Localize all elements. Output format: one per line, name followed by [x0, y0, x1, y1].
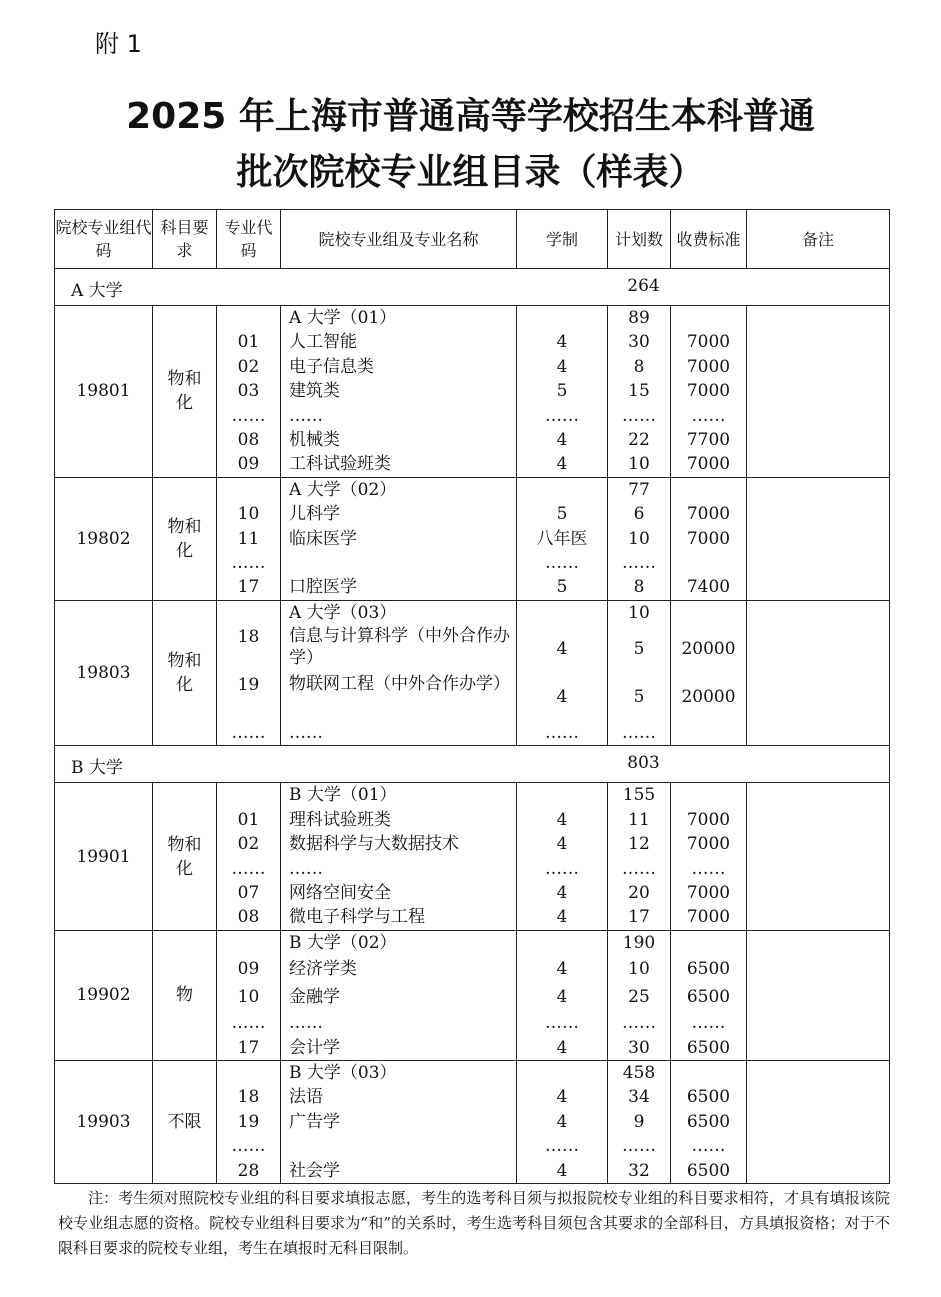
major-name: 微电子科学与工程: [289, 907, 425, 928]
major-code: 08: [237, 907, 260, 928]
study-years: 4: [556, 883, 568, 904]
plan-count: 6: [633, 504, 645, 525]
major-code-column: [217, 783, 281, 930]
header-name: 院校专业组及专业名称: [281, 210, 517, 269]
study-years: ……: [545, 1013, 579, 1034]
plan-count-column: [608, 600, 671, 746]
major-code-column: [217, 600, 281, 746]
university-name: A 大学: [71, 281, 123, 301]
tuition-fee: 7000: [686, 528, 731, 549]
major-code: 11: [237, 528, 260, 549]
study-years: 4: [556, 959, 568, 980]
tuition-fee: 7000: [686, 454, 731, 475]
study-years: 4: [556, 809, 568, 830]
tuition-fee-column: [671, 930, 747, 1060]
tuition-fee: 6500: [686, 959, 731, 980]
major-name: 口腔医学: [289, 577, 357, 598]
plan-count: 155: [622, 785, 656, 806]
tuition-fee: [671, 551, 746, 575]
plan-count: 22: [628, 429, 650, 450]
group-row: [55, 600, 890, 746]
group-code: 19902: [55, 930, 153, 1060]
subject-requirement: [153, 783, 217, 930]
major-code: [217, 478, 280, 502]
tuition-fee: 7000: [686, 907, 731, 928]
group-code: 19801: [55, 306, 153, 478]
major-name: [281, 551, 516, 575]
major-code: 09: [237, 454, 260, 475]
study-years: 4: [556, 834, 568, 855]
tuition-fee: ……: [691, 405, 726, 426]
page-title-line2: 批次院校专业组目录（样表）: [236, 152, 705, 193]
major-name: ……: [289, 1013, 323, 1034]
major-code-column: [217, 930, 281, 1060]
plan-count: 20: [628, 883, 650, 904]
group-row: [55, 783, 890, 930]
university-name: B 大学: [71, 758, 123, 779]
plan-count: ……: [622, 405, 656, 426]
study-years: ……: [545, 405, 579, 426]
plan-count: 32: [628, 1160, 650, 1181]
tuition-fee: 7000: [686, 504, 731, 525]
major-name: 儿科学: [289, 504, 340, 525]
study-years: 4: [556, 356, 568, 377]
major-code: ……: [231, 858, 266, 879]
group-row: [55, 306, 890, 478]
tuition-fee: 6500: [686, 1037, 731, 1058]
tuition-fee: [671, 931, 746, 955]
major-name: 人工智能: [289, 332, 357, 353]
major-code: 19: [237, 675, 260, 696]
study-years: [517, 783, 607, 807]
study-years: 4: [556, 1111, 568, 1132]
study-years-column: [517, 306, 608, 478]
study-years-column: [517, 477, 608, 600]
tuition-fee: 7000: [686, 356, 731, 377]
plan-count: 30: [628, 332, 650, 353]
plan-count: 5: [633, 687, 645, 708]
plan-count: ……: [622, 1136, 656, 1157]
major-name-column: [281, 930, 517, 1060]
major-name: A 大学（02）: [289, 479, 397, 500]
major-code: [217, 1061, 280, 1085]
group-code: 19903: [55, 1060, 153, 1183]
study-years: 5: [556, 504, 568, 525]
major-name: 物联网工程（中外合作办学）: [289, 674, 510, 695]
subject-requirement: [153, 477, 217, 600]
header-years: 学制: [517, 210, 608, 269]
group-row: [55, 1060, 890, 1183]
major-name-column: [281, 306, 517, 478]
major-code: 03: [237, 381, 260, 402]
remark-cell: [747, 477, 890, 600]
major-name: B 大学（03）: [289, 1062, 397, 1083]
major-code: 18: [237, 1087, 260, 1108]
university-total-plan: 264: [627, 276, 660, 296]
plan-count: 77: [628, 479, 650, 500]
study-years-column: [517, 1060, 608, 1183]
tuition-fee: 20000: [681, 639, 736, 660]
subject-requirement: [153, 1060, 217, 1183]
remark-cell: [747, 783, 890, 930]
remark-cell: [747, 1060, 890, 1183]
tuition-fee-column: [671, 600, 747, 746]
plan-count: ……: [622, 723, 656, 744]
tuition-fee: 7000: [686, 332, 731, 353]
university-row: [55, 269, 890, 306]
major-code: 01: [237, 809, 260, 830]
major-name: 电子信息类: [289, 356, 374, 377]
plan-count: ……: [622, 552, 656, 573]
plan-count: 9: [633, 1111, 645, 1132]
group-code: 19802: [55, 477, 153, 600]
plan-count: 11: [628, 809, 650, 830]
major-name: 广告学: [289, 1111, 340, 1132]
study-years: [517, 478, 607, 502]
major-name: 机械类: [289, 429, 340, 450]
major-name-column: [281, 600, 517, 746]
plan-count: 5: [633, 639, 645, 660]
tuition-fee: 6500: [686, 1160, 731, 1181]
major-code: 02: [237, 356, 260, 377]
tuition-fee: 7000: [686, 381, 731, 402]
major-code-column: [217, 306, 281, 478]
header-plan: 计划数: [608, 210, 671, 269]
header-remark: 备注: [747, 210, 890, 269]
study-years: [517, 601, 607, 625]
subject-requirement: [153, 306, 217, 478]
plan-count: 25: [628, 987, 650, 1008]
major-code: 10: [237, 504, 260, 525]
plan-count: 10: [628, 602, 650, 623]
major-name: A 大学（03）: [289, 602, 397, 623]
tuition-fee: [671, 601, 746, 625]
plan-count: 8: [633, 356, 645, 377]
group-row: [55, 930, 890, 1060]
plan-count: 10: [628, 454, 650, 475]
tuition-fee: 7400: [686, 577, 731, 598]
major-name: 法语: [289, 1087, 323, 1108]
remark-cell: [747, 306, 890, 478]
tuition-fee: 6500: [686, 1087, 731, 1108]
study-years: 4: [556, 987, 568, 1008]
plan-count: 8: [633, 577, 645, 598]
major-code: ……: [231, 723, 266, 744]
subject-text: 物: [176, 985, 193, 1006]
major-name: B 大学（02）: [289, 932, 397, 953]
plan-count-column: [608, 477, 671, 600]
plan-count: ……: [622, 858, 656, 879]
major-name-column: [281, 1060, 517, 1183]
major-code: 07: [237, 883, 260, 904]
appendix-label: 附 1: [95, 30, 142, 58]
major-code: 17: [237, 1037, 260, 1058]
major-code: [217, 783, 280, 807]
catalog-table: [54, 209, 890, 1184]
remark-cell: [747, 600, 890, 746]
major-name: ……: [289, 405, 323, 426]
major-code: [217, 931, 280, 955]
study-years: 4: [556, 687, 568, 708]
group-row: [55, 477, 890, 600]
footnote: 注：考生须对照院校专业组的科目要求填报志愿，考生的选考科目须与拟报院校专业组的科目要求相符，才具有填报该院校专业组志愿的资格。院校专业组科目要求为“和”的关系时，考生选考科目须包含其要求的全部科目，方具填报资格；对于不限科目要求的院校专业组，考生在填报时无科目限制。: [58, 1189, 890, 1257]
major-name: A 大学（01）: [289, 308, 397, 328]
plan-count: 190: [622, 932, 656, 953]
study-years: 5: [556, 381, 568, 402]
plan-count: 17: [628, 907, 650, 928]
major-code: 18: [237, 627, 260, 648]
major-code: 01: [237, 332, 260, 353]
tuition-fee: 6500: [686, 987, 731, 1008]
study-years: [517, 306, 607, 330]
major-code: ……: [231, 405, 266, 426]
tuition-fee: [671, 783, 746, 807]
tuition-fee-column: [671, 783, 747, 930]
study-years: 4: [556, 454, 568, 475]
tuition-fee: 7000: [686, 809, 731, 830]
subject-text: 不限: [167, 1111, 202, 1132]
tuition-fee: [671, 306, 746, 330]
major-code: 02: [237, 834, 260, 855]
header-subject: 科目要求: [153, 210, 217, 269]
major-code-column: [217, 477, 281, 600]
study-years: 4: [556, 639, 568, 660]
subject-text: 物和化: [167, 651, 202, 696]
study-years: ……: [545, 723, 579, 744]
header-fee: 收费标准: [671, 210, 747, 269]
major-name: 金融学: [289, 987, 340, 1008]
plan-count: 89: [628, 308, 650, 328]
study-years-column: [517, 930, 608, 1060]
major-code: 28: [237, 1160, 260, 1181]
header-row: [55, 210, 890, 269]
major-name-column: [281, 783, 517, 930]
plan-count-column: [608, 930, 671, 1060]
group-code: 19901: [55, 783, 153, 930]
tuition-fee: 7700: [686, 429, 731, 450]
study-years: ……: [545, 552, 579, 573]
major-name: 信息与计算科学（中外合作办学）: [289, 626, 510, 669]
subject-text: 物和化: [167, 834, 202, 879]
tuition-fee: [671, 721, 746, 745]
plan-count: 30: [628, 1037, 650, 1058]
major-code: 10: [237, 987, 260, 1008]
group-code: 19803: [55, 600, 153, 746]
tuition-fee: 7000: [686, 883, 731, 904]
tuition-fee: [671, 478, 746, 502]
study-years: [517, 931, 607, 955]
subject-requirement: [153, 930, 217, 1060]
tuition-fee: ……: [691, 1136, 726, 1157]
subject-requirement: [153, 600, 217, 746]
plan-count-column: [608, 306, 671, 478]
major-name: ……: [289, 858, 323, 879]
plan-count: ……: [622, 1013, 656, 1034]
plan-count: 10: [628, 959, 650, 980]
major-name: 网络空间安全: [289, 883, 391, 904]
major-code: ……: [231, 1136, 266, 1157]
study-years: 5: [556, 577, 568, 598]
study-years: 4: [556, 332, 568, 353]
study-years: 八年医: [536, 528, 588, 549]
major-name: 数据科学与大数据技术: [289, 834, 459, 855]
major-code: 09: [237, 959, 260, 980]
tuition-fee: ……: [691, 858, 726, 879]
major-name: 会计学: [289, 1037, 340, 1058]
tuition-fee: 7000: [686, 834, 731, 855]
study-years: 4: [556, 1087, 568, 1108]
major-code: ……: [231, 552, 266, 573]
study-years-column: [517, 600, 608, 746]
subject-text: 物和化: [167, 369, 202, 414]
tuition-fee: 6500: [686, 1111, 731, 1132]
tuition-fee-column: [671, 1060, 747, 1183]
major-name: 理科试验班类: [289, 809, 391, 830]
tuition-fee: [671, 1061, 746, 1085]
study-years: [517, 1061, 607, 1085]
major-name-column: [281, 477, 517, 600]
study-years: 4: [556, 429, 568, 450]
page-title-line1: 2025 年上海市普通高等学校招生本科普通: [126, 96, 815, 137]
plan-count: 34: [628, 1087, 650, 1108]
university-row: [55, 746, 890, 783]
plan-count: 10: [628, 528, 650, 549]
study-years: 4: [556, 907, 568, 928]
major-code-column: [217, 1060, 281, 1183]
study-years: ……: [545, 1136, 579, 1157]
plan-count-column: [608, 1060, 671, 1183]
plan-count-column: [608, 783, 671, 930]
header-group-code: 院校专业组代码: [55, 210, 153, 269]
tuition-fee: ……: [691, 1013, 726, 1034]
major-name: 工科试验班类: [289, 454, 391, 475]
tuition-fee: 20000: [681, 687, 736, 708]
tuition-fee-column: [671, 477, 747, 600]
major-name: 建筑类: [289, 381, 340, 402]
study-years: 4: [556, 1037, 568, 1058]
major-name: 社会学: [289, 1160, 340, 1181]
major-code: ……: [231, 1013, 266, 1034]
major-name: 经济学类: [289, 959, 357, 980]
study-years-column: [517, 783, 608, 930]
university-total-plan: 803: [627, 753, 660, 774]
remark-cell: [747, 930, 890, 1060]
major-name: ……: [289, 723, 323, 744]
study-years: ……: [545, 858, 579, 879]
header-major-code: 专业代码: [217, 210, 281, 269]
plan-count: 15: [628, 381, 650, 402]
major-name: [281, 1134, 516, 1158]
plan-count: 458: [622, 1062, 656, 1083]
major-code: [217, 306, 280, 330]
study-years: 4: [556, 1160, 568, 1181]
major-code: 19: [237, 1111, 260, 1132]
major-name: B 大学（01）: [289, 785, 397, 806]
plan-count: 12: [628, 834, 650, 855]
tuition-fee-column: [671, 306, 747, 478]
major-code: [217, 601, 280, 625]
major-name: 临床医学: [289, 528, 357, 549]
major-code: 17: [237, 577, 260, 598]
subject-text: 物和化: [167, 516, 202, 561]
major-code: 08: [237, 429, 260, 450]
